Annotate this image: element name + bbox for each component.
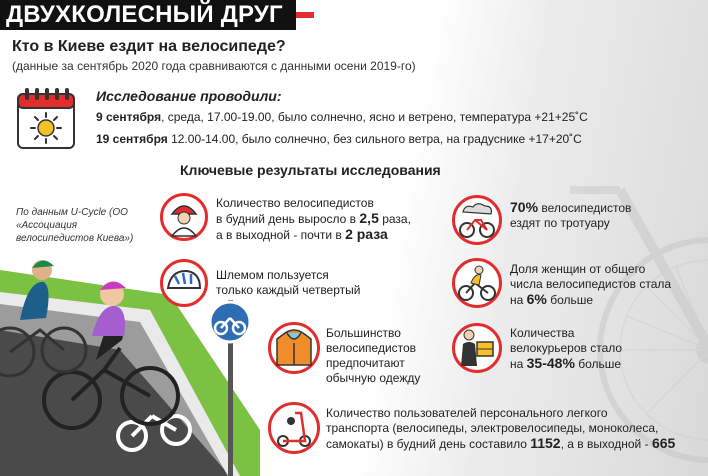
result-transport-line3a: самокаты) в будний день составило [326, 437, 531, 451]
result-count-line3 [216, 227, 411, 243]
result-helmet-line1: Шлемом пользуется [216, 268, 329, 282]
result-clothes-line2: велосипедистов [326, 341, 417, 355]
result-transport-line3 [326, 436, 675, 452]
result-transport-line2: транспорта (велосипеды, электровелосипеды, моноколеса, [326, 421, 659, 435]
result-transport-line3c: , а в выходной - [560, 437, 652, 451]
study-day1-date: 9 сентября [96, 110, 162, 124]
count-icon-frame [160, 193, 208, 241]
scooter-icon [271, 405, 317, 451]
result-helmet [216, 268, 360, 298]
result-transport-weekend-count: 665 [651, 435, 676, 451]
study-day1 [96, 110, 588, 124]
study-day2 [96, 132, 582, 146]
result-count-line3a: а в выходной - почти в [216, 228, 346, 242]
helmet-icon [163, 262, 205, 304]
title-accent-bar [296, 12, 314, 18]
helmet-icon-frame [160, 259, 208, 307]
study-day2-date: 19 сентября [96, 132, 168, 146]
key-results-heading: Ключевые результаты исследования [180, 162, 441, 178]
clothes-icon-frame [268, 322, 320, 374]
result-clothes-line1: Большинство [326, 326, 401, 340]
result-count-line2a: в будний день выросло в [216, 212, 360, 226]
result-count-weekend-multiplier: 2 раза [345, 226, 388, 242]
woman-cyclist-icon [455, 261, 499, 305]
result-couriers-line3 [510, 356, 622, 372]
result-count-weekday-multiplier: 2,5 [359, 210, 379, 226]
result-women-line2: числа велосипедистов стала [510, 277, 672, 291]
sidewalk-icon-frame [452, 195, 502, 245]
study-day1-text: , среда, 17.00-19.00, было солнечно, ясно и ветрено, температура +21+25˚С [161, 110, 588, 124]
result-sidewalk-percent: 70% [510, 199, 539, 215]
women-icon-frame [452, 258, 502, 308]
result-count [216, 196, 411, 243]
result-transport-line1: Количество пользователей персонального легкого [326, 406, 608, 420]
result-sidewalk [510, 200, 631, 231]
couriers-icon-frame [452, 323, 502, 373]
result-couriers-percent: 35-48% [526, 355, 575, 371]
result-count-line2c: раза, [378, 212, 411, 226]
result-sidewalk-line1 [510, 200, 631, 216]
bike-cloud-icon [455, 198, 499, 242]
result-sidewalk-line1-text: велосипедистов [538, 201, 632, 215]
result-transport-weekday-count: 1152 [530, 435, 561, 451]
source-note: По данным U-Cycle (ОО «Ассоциация велосипедистов Киева») [16, 207, 134, 244]
hoodie-icon [271, 325, 317, 371]
result-women-line3c: больше [546, 293, 594, 307]
result-sidewalk-line2: ездят по тротуару [510, 216, 610, 230]
result-couriers [510, 326, 622, 372]
result-couriers-line3c: больше [574, 357, 622, 371]
cyclist-helmet-person-icon [163, 196, 205, 238]
result-women-percent: 6% [526, 291, 547, 307]
result-transport [326, 406, 675, 452]
result-couriers-line2: велокурьеров стало [510, 341, 623, 355]
transport-icon-frame [268, 402, 320, 454]
page-title: ДВУХКОЛЕСНЫЙ ДРУГ [0, 0, 296, 30]
courier-box-icon [455, 326, 499, 370]
result-helmet-line2: только каждый четвертый [216, 283, 361, 297]
study-heading: Исследование проводили: [96, 88, 282, 104]
result-clothes-line4: обычную одежду [326, 371, 421, 385]
result-couriers-line3a: на [510, 357, 527, 371]
result-clothes-line3: предпочитают [326, 356, 405, 370]
page-subtitle: Кто в Киеве ездит на велосипеде? [12, 38, 286, 55]
result-women-line1: Доля женщин от общего [510, 262, 646, 276]
study-day2-text: 12.00-14.00, было солнечно, без сильного ветра, на градуснике +17+20˚С [167, 132, 582, 146]
bike-road-sign [210, 302, 250, 342]
result-clothes [326, 326, 420, 386]
calendar-sun-icon [16, 86, 76, 150]
data-period-note: (данные за сентябрь 2020 года сравниваются с данными осени 2019-го) [12, 59, 416, 73]
result-count-line1: Количество велосипедистов [216, 196, 374, 210]
result-couriers-line1: Количества [510, 326, 575, 340]
result-women-line3a: на [510, 293, 527, 307]
result-women [510, 262, 671, 308]
result-women-line3 [510, 292, 671, 308]
result-count-line2 [216, 211, 411, 227]
